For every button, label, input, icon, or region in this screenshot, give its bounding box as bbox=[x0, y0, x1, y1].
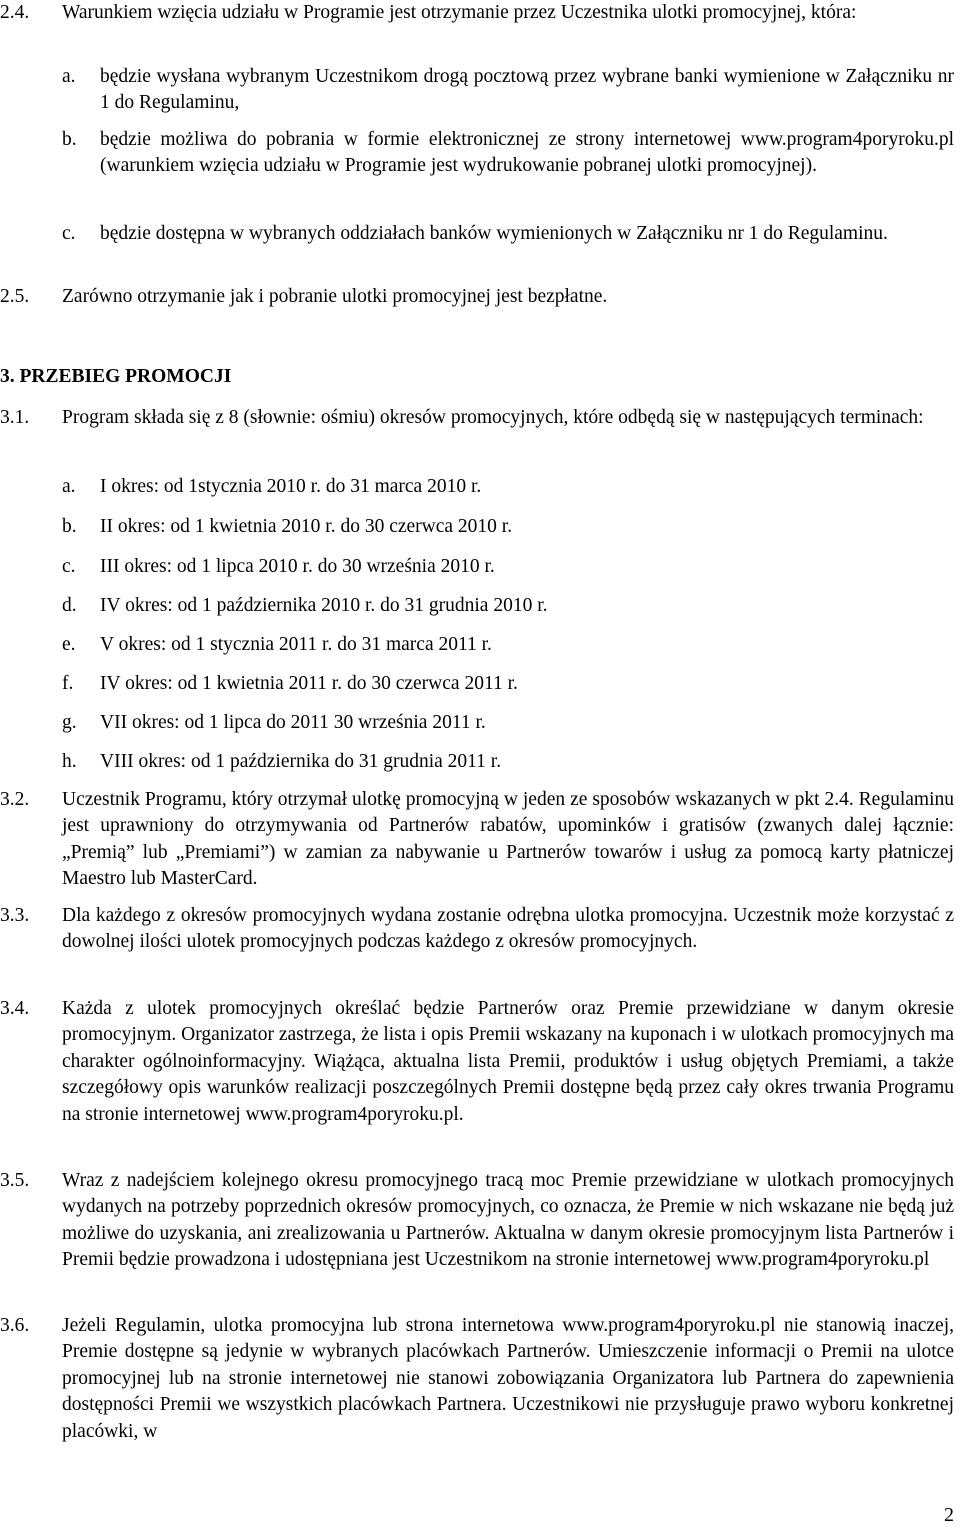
period-letter: g. bbox=[62, 712, 77, 733]
page-number: 2 bbox=[944, 1504, 954, 1526]
period-letter: f. bbox=[62, 673, 74, 694]
clause-3-1-text: Program składa się z 8 (słownie: ośmiu) okresów promocyjnych, które odbędą się w następujących terminach: bbox=[62, 407, 924, 428]
section-heading: 3. PRZEBIEG PROMOCJI bbox=[0, 366, 232, 387]
period-item: VIII okres: od 1 października do 31 grudnia 2011 r. bbox=[100, 751, 502, 772]
clause-3-6-text: Jeżeli Regulamin, ulotka promocyjna lub strona internetowa www.program4poryroku.pl nie stanowią inaczej, Premie dostępne są jedynie w wybranych placówkach Partnerów. Umieszczenie informacji o Premii na ulotce promocyjnej lub na stronie internetowej nie stanowi zobowiązania Organizatora lub Partnera do zapewnienia dostępności Premii we wszystkich placówkach Partnera. Uczestnikowi nie przysługuje prawo wyboru konkretnej placówki, w bbox=[62, 1315, 954, 1442]
clause-2-4-text: Warunkiem wzięcia udziału w Programie jest otrzymanie przez Uczestnika ulotki promocyjnej, która: bbox=[62, 2, 857, 23]
clause-number-3-5: 3.5. bbox=[0, 1170, 30, 1191]
list-item-letter: b. bbox=[62, 129, 77, 150]
period-letter: c. bbox=[62, 556, 76, 577]
list-item-letter: c. bbox=[62, 223, 76, 244]
list-item: będzie dostępna w wybranych oddziałach banków wymienionych w Załączniku nr 1 do Regulaminu. bbox=[100, 223, 888, 244]
period-letter: e. bbox=[62, 634, 76, 655]
period-item: III okres: od 1 lipca 2010 r. do 30 września 2010 r. bbox=[100, 556, 495, 577]
list-item: będzie możliwa do pobrania w formie elektronicznej ze strony internetowej www.program4poryroku.pl (warunkiem wzięcia udziału w Programie jest wydrukowanie pobranej ulotki promocyjnej). bbox=[100, 129, 954, 177]
period-item: IV okres: od 1 kwietnia 2011 r. do 30 czerwca 2011 r. bbox=[100, 673, 518, 694]
clause-number-2-5: 2.5. bbox=[0, 286, 30, 307]
clause-number-3-4: 3.4. bbox=[0, 998, 30, 1019]
clause-2-5-text: Zarówno otrzymanie jak i pobranie ulotki promocyjnej jest bezpłatne. bbox=[62, 286, 608, 307]
period-item: VII okres: od 1 lipca do 2011 30 września 2011 r. bbox=[100, 712, 486, 733]
list-item-letter: a. bbox=[62, 66, 76, 87]
clause-number-3-2: 3.2. bbox=[0, 789, 30, 810]
period-letter: d. bbox=[62, 595, 77, 616]
clause-number-3-1: 3.1. bbox=[0, 407, 30, 428]
list-item: będzie wysłana wybranym Uczestnikom drogą pocztową przez wybrane banki wymienione w Załączniku nr 1 do Regulaminu, bbox=[100, 66, 954, 114]
period-letter: a. bbox=[62, 476, 76, 497]
period-letter: b. bbox=[62, 516, 77, 537]
clause-3-5-text: Wraz z nadejściem kolejnego okresu promocyjnego tracą moc Premie przewidziane w ulotkach promocyjnych wydanych na potrzeby poprzednich okresów promocyjnych, co oznacza, że Premie w nich wskazane nie będą już możliwe do uzyskania, ani zrealizowania u Partnerów. Aktualna w danym okresie promocyjnym lista Partnerów i Premii będzie prowadzona i udostępniana jest Uczestnikom na stronie internetowej www.program4poryroku.pl bbox=[62, 1170, 954, 1271]
period-item: V okres: od 1 stycznia 2011 r. do 31 marca 2011 r. bbox=[100, 634, 492, 655]
period-item: I okres: od 1stycznia 2010 r. do 31 marca 2010 r. bbox=[100, 476, 482, 497]
clause-3-3-text: Dla każdego z okresów promocyjnych wydana zostanie odrębna ulotka promocyjna. Uczestnik może korzystać z dowolnej ilości ulotek promocyjnych podczas każdego z okresów promocyjnych. bbox=[62, 905, 954, 953]
clause-number-3-6: 3.6. bbox=[0, 1315, 30, 1336]
period-item: II okres: od 1 kwietnia 2010 r. do 30 czerwca 2010 r. bbox=[100, 516, 513, 537]
clause-number-3-3: 3.3. bbox=[0, 905, 30, 926]
clause-3-2-text: Uczestnik Programu, który otrzymał ulotkę promocyjną w jeden ze sposobów wskazanych w pkt 2.4. Regulaminu jest uprawniony do otrzymywania od Partnerów rabatów, upominków i gratisów (zwanych dalej łącznie: „Premią” lub „Premiami”) w zamian za nabywanie u Partnerów towarów i usług za pomocą karty płatniczej Maestro lub MasterCard. bbox=[62, 789, 954, 890]
clause-3-4-text: Każda z ulotek promocyjnych określać będzie Partnerów oraz Premie przewidziane w danym okresie promocyjnym. Organizator zastrzega, że lista i opis Premii wskazany na kuponach i w ulotkach promocyjnych ma charakter ogólnoinformacyjny. Wiążąca, aktualna lista Premii, produktów i usług objętych Premiami, a także szczegółowy opis warunków realizacji poszczególnych Premii dostępne będą przez cały okres trwania Programu na stronie internetowej www.program4poryroku.pl. bbox=[62, 998, 954, 1125]
period-item: IV okres: od 1 października 2010 r. do 31 grudnia 2010 r. bbox=[100, 595, 548, 616]
clause-number-2-4: 2.4. bbox=[0, 2, 30, 23]
period-letter: h. bbox=[62, 751, 77, 772]
